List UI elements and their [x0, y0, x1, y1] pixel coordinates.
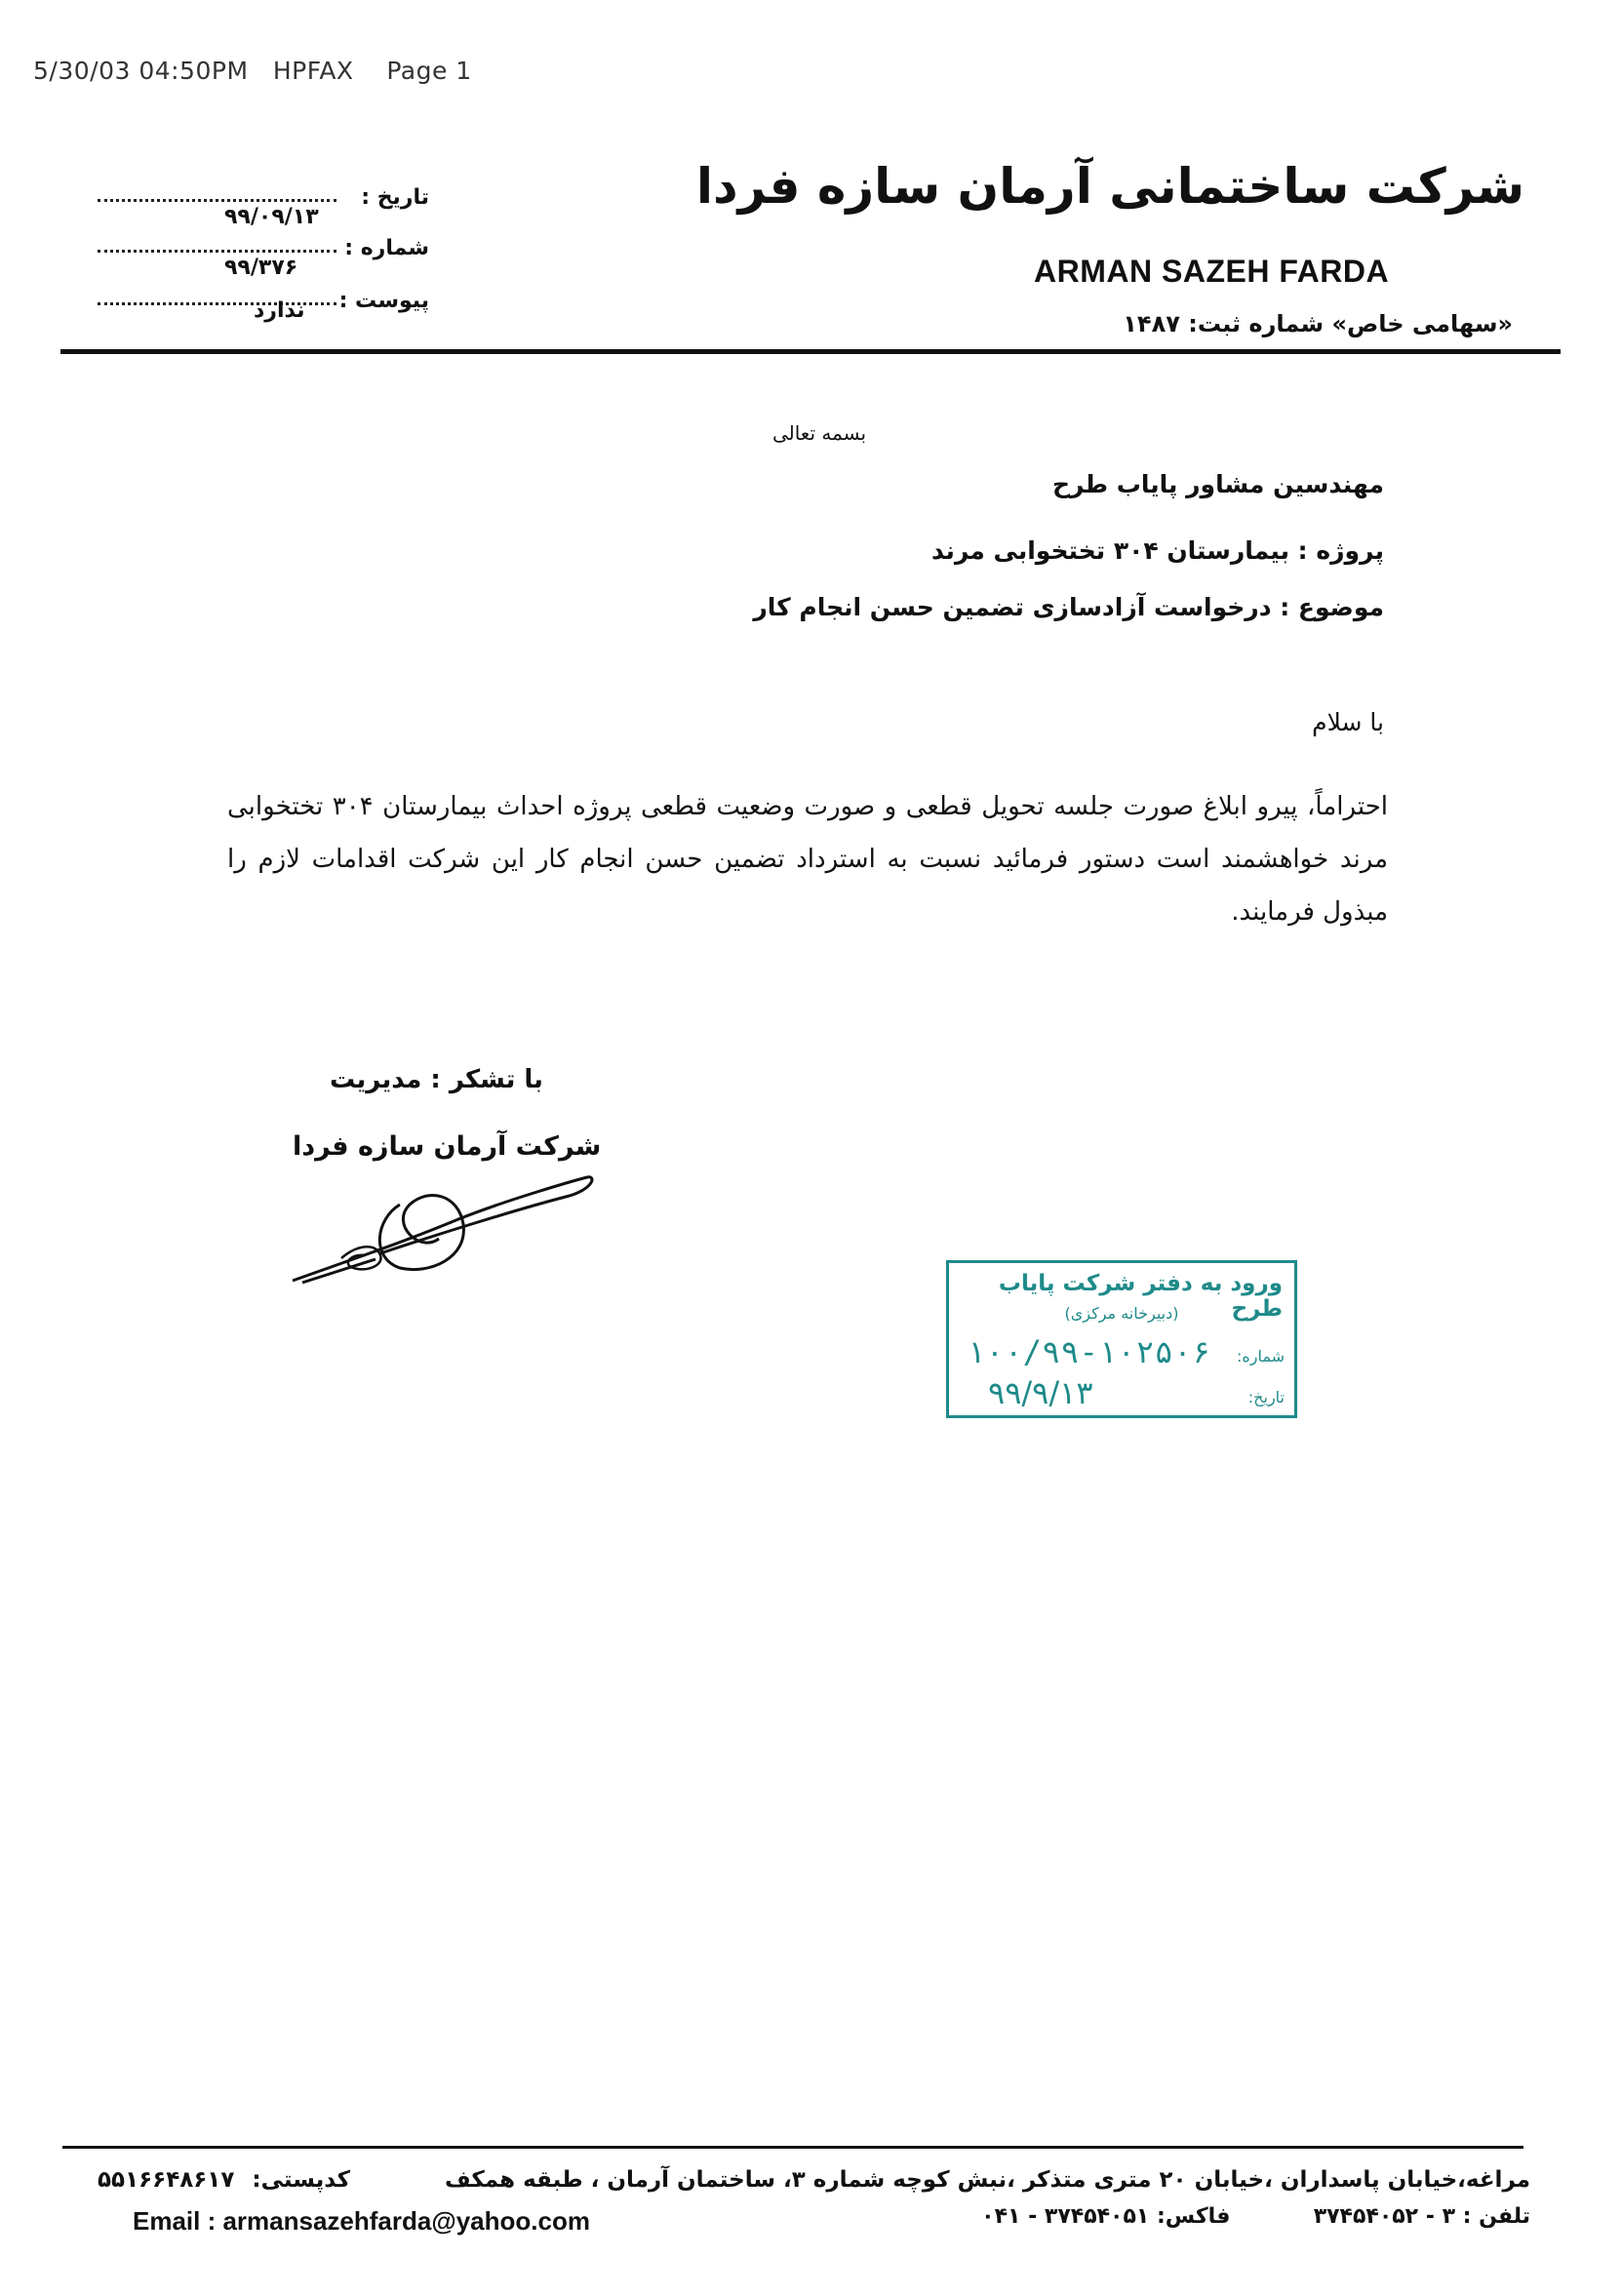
postal-code: ۵۵۱۶۶۴۸۶۱۷	[98, 2167, 235, 2193]
postal-label: کدپستی:	[252, 2167, 350, 2193]
attachment-field	[98, 289, 429, 322]
date-field	[98, 185, 429, 229]
company-name-en: ARMAN SAZEH FARDA	[1034, 254, 1390, 289]
dotted-line	[98, 250, 336, 253]
footer-fax: فاکس: ۳۷۴۵۴۰۵۱ - ۰۴۱	[981, 2204, 1231, 2229]
project-line: پروژه : بیمارستان ۳۰۴ تختخوابی مرند	[931, 536, 1384, 565]
signature-company: شرکت آرمان سازه فردا	[293, 1131, 602, 1162]
footer-postal	[98, 2167, 350, 2193]
stamp-number-value: ۱۰۰/۹۹-۱۰۲۵۰۶	[967, 1333, 1211, 1370]
stamp-title: ورود به دفتر شرکت پایاب طرح	[998, 1271, 1283, 1322]
number-label: شماره :	[344, 236, 429, 260]
closing: با تشکر : مدیریت	[330, 1065, 543, 1094]
header-divider	[60, 349, 1561, 354]
footer-phone-fax	[981, 2204, 1530, 2229]
recipient: مهندسین مشاور پایاب طرح	[1051, 470, 1384, 498]
company-name-fa: شرکت ساختمانی آرمان سازه فردا	[695, 158, 1524, 215]
registration-number: «سهامی خاص» شماره ثبت: ۱۴۸۷	[1123, 310, 1513, 337]
greeting: با سلام	[1312, 708, 1384, 736]
subject-line: موضوع : درخواست آزادسازی تضمین حسن انجام کار	[753, 593, 1384, 621]
fax-header: 5/30/03 04:50PM HPFAX Page 1	[33, 57, 472, 85]
stamp-subtitle: (دبیرخانه مرکزی)	[1064, 1304, 1179, 1323]
footer-divider	[62, 2146, 1523, 2149]
letter-paragraph: احتراماً، پیرو ابلاغ صورت جلسه تحویل قطعی و صورت وضعیت قطعی پروژه احداث بیمارستان ۳۰۴ تختخوابی مرند خواهشمند است دستور فرمائید نسبت به استرداد تضمین حسن انجام کار این شرکت اقدامات لازم را مبذول فرمایند.	[227, 792, 1388, 927]
footer-email: Email : armansazehfarda@yahoo.com	[133, 2206, 590, 2236]
footer-address: مراغه،خیابان پاسداران ،خیابان ۲۰ متری متذکر ،نبش کوچه شماره ۳، ساختمان آرمان ، طبقه همکف	[444, 2167, 1530, 2193]
date-value: ۹۹/۰۹/۱۳	[224, 205, 319, 229]
footer-phone: تلفن : ۳ - ۳۷۴۵۴۰۵۲	[1313, 2204, 1530, 2229]
number-value: ۹۹/۳۷۶	[224, 256, 298, 280]
stamp-date-value: ۹۹/۹/۱۳	[988, 1374, 1093, 1411]
dotted-line	[98, 199, 336, 202]
number-field	[98, 236, 429, 280]
handwritten-signature	[283, 1166, 605, 1302]
attachment-label: پیوست :	[338, 289, 429, 313]
date-label: تاریخ :	[361, 185, 429, 210]
bismillah: بسمه تعالی	[771, 421, 867, 445]
receipt-stamp	[946, 1260, 1297, 1418]
stamp-number-label: شماره:	[1236, 1347, 1285, 1366]
stamp-date-label: تاریخ:	[1247, 1388, 1285, 1406]
attachment-value: ندارد	[254, 298, 305, 323]
